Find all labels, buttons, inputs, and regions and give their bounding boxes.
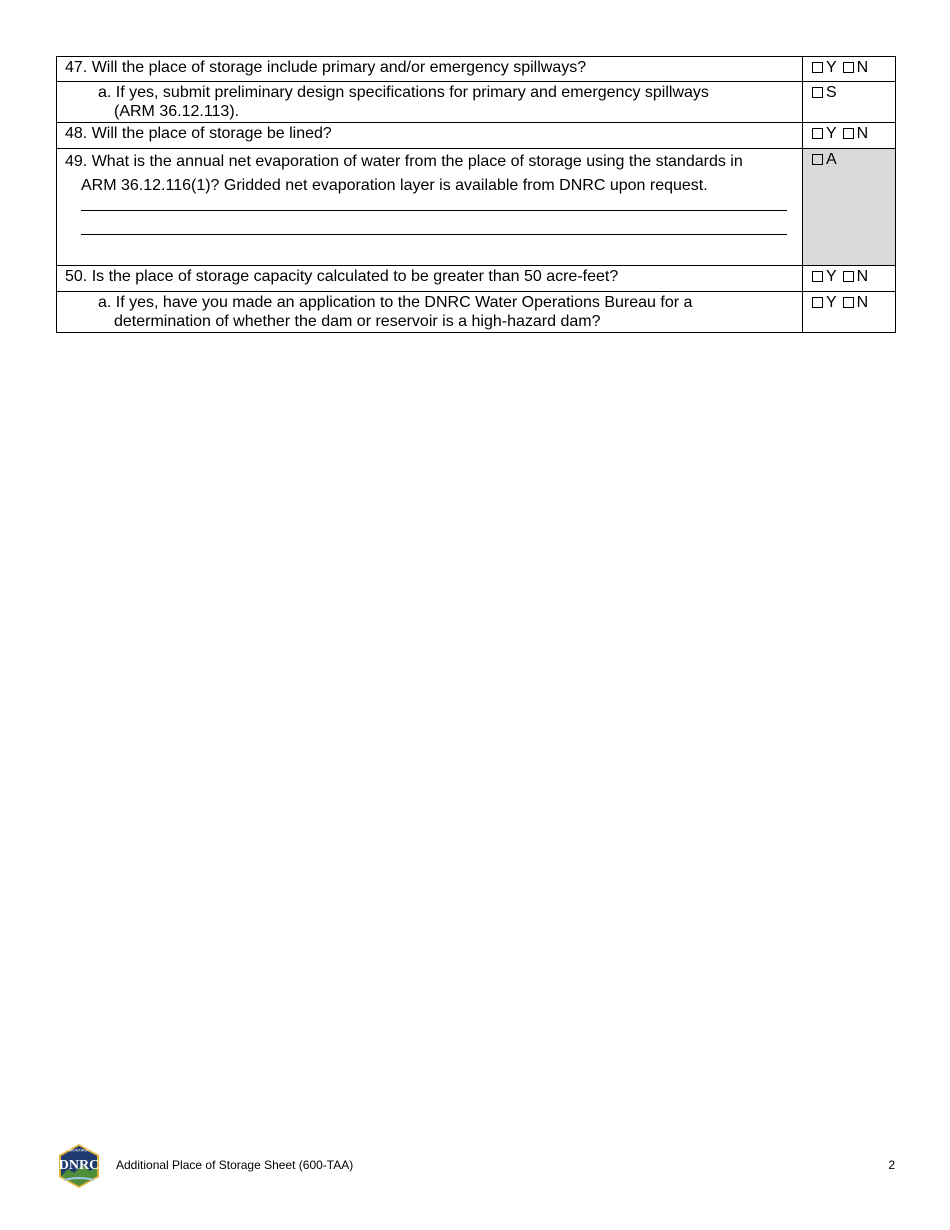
- footer-title: Additional Place of Storage Sheet (600-TAA): [116, 1158, 354, 1172]
- checkbox-47a-submitted[interactable]: [812, 87, 823, 98]
- question-50a-options: [803, 292, 896, 333]
- question-49-text: [57, 149, 803, 266]
- question-48-options: [803, 123, 896, 149]
- option-label: N: [856, 59, 869, 76]
- question-47a-line2: (ARM 36.12.113).: [114, 103, 240, 120]
- checkbox-49-attached[interactable]: [812, 154, 823, 165]
- questions-table: [56, 56, 896, 333]
- checkbox-48-yes[interactable]: [812, 128, 823, 139]
- question-50a-row: [57, 292, 896, 333]
- option-label: Y: [826, 125, 837, 142]
- answer-line-1[interactable]: [81, 210, 787, 211]
- option-label: N: [856, 125, 869, 142]
- option-label: S: [826, 84, 837, 101]
- option-label: A: [826, 151, 837, 168]
- checkbox-50a-no[interactable]: [843, 297, 854, 308]
- question-50a-line1: a. If yes, have you made an application to the DNRC Water Operations Bureau for a: [98, 294, 693, 311]
- question-47-options: [803, 57, 896, 82]
- question-49-options: [803, 149, 896, 266]
- question-47a-row: [57, 82, 896, 123]
- question-48-row: [57, 123, 896, 149]
- option-label: Y: [826, 268, 837, 285]
- question-50-text: 50. Is the place of storage capacity calculated to be greater than 50 acre-feet?: [57, 266, 803, 292]
- option-label: Y: [826, 59, 837, 76]
- option-label: N: [856, 268, 869, 285]
- question-50-options: [803, 266, 896, 292]
- option-label: Y: [826, 294, 837, 311]
- dnrc-logo: [56, 1143, 102, 1189]
- question-47a-line1: a. If yes, submit preliminary design specifications for primary and emergency spillways: [98, 84, 709, 101]
- question-50a-text: [57, 292, 803, 333]
- checkbox-47-no[interactable]: [843, 62, 854, 73]
- checkbox-47-yes[interactable]: [812, 62, 823, 73]
- question-47a-text: [57, 82, 803, 123]
- question-47-row: [57, 57, 896, 82]
- question-47a-options: [803, 82, 896, 123]
- answer-line-2[interactable]: [81, 234, 787, 235]
- option-label: N: [856, 294, 869, 311]
- page-number: 2: [888, 1158, 895, 1172]
- question-49-line1: 49. What is the annual net evaporation of water from the place of storage using the standards in: [65, 153, 743, 170]
- question-49-line2: ARM 36.12.116(1)? Gridded net evaporation layer is available from DNRC upon request.: [81, 177, 708, 194]
- logo-small-text: MONTANA: [69, 1147, 89, 1153]
- logo-text: DNRC: [58, 1158, 100, 1173]
- checkbox-50a-yes[interactable]: [812, 297, 823, 308]
- page-footer: [56, 1143, 895, 1189]
- question-50-row: [57, 266, 896, 292]
- checkbox-50-no[interactable]: [843, 271, 854, 282]
- question-50a-line2: determination of whether the dam or reservoir is a high-hazard dam?: [114, 313, 601, 330]
- question-49-row: [57, 149, 896, 266]
- question-48-text: 48. Will the place of storage be lined?: [57, 123, 803, 149]
- question-47-text: 47. Will the place of storage include primary and/or emergency spillways?: [57, 57, 803, 82]
- checkbox-50-yes[interactable]: [812, 271, 823, 282]
- checkbox-48-no[interactable]: [843, 128, 854, 139]
